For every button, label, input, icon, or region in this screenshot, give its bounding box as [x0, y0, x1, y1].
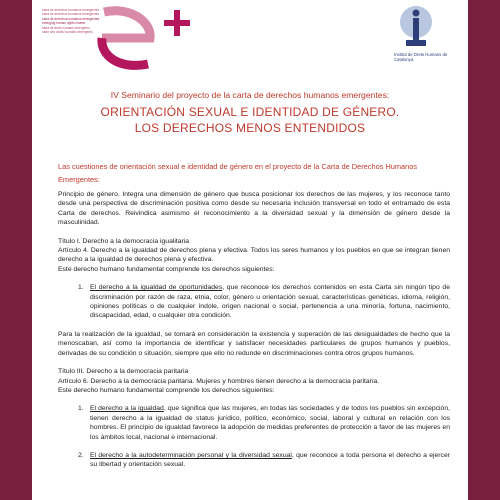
right-to-equality: El derecho a la igualdad — [90, 405, 164, 413]
article-6-intro: Este derecho humano fundamental comprende los derechos siguientes: — [58, 386, 275, 394]
list-number: 1. — [78, 405, 84, 413]
list-text — [90, 404, 450, 442]
list-item — [78, 404, 450, 442]
gender-principle: Principio de género. Integra una dimensión de género que busca posicionar los derechos de las mujeres, y los reconoce tanto desde una perspectiva de discriminación positiva como desde su necesaria inclusión transversal en todo el entramado de esta Carta de derechos. Reivindica asimismo el reconocimiento a la diversidad sexual y la dimensión de género desde la masculinidad. — [58, 191, 450, 227]
intro-heading: Las cuestiones de orientación sexual e identidad de género en el proyecto de la Carta de Derechos Humanos Emergentes: — [58, 162, 418, 184]
right-self-determination: El derecho a la autodeterminación personal y la diversidad sexual — [90, 451, 292, 459]
e-plus-logo-icon — [90, 4, 200, 74]
article-4-intro: Este derecho humano fundamental comprende los derechos siguientes: — [58, 265, 275, 273]
title-3-heading: Título III. Derecho a la democracia paritaria — [58, 368, 189, 376]
institute-logo — [376, 2, 458, 82]
article-4: Artículo 4. Derecho a la igualdad de derechos plena y efectiva. Todos los seres humanos y los pueblos en que se integran tienen derecho a la igualdad de derechos plena y efectiva. — [58, 247, 450, 264]
emerging-rights-logo — [40, 4, 200, 74]
article-6: Artículo 6. Derecho a la democracia paritaria. Mujeres y hombres tienen derecho a la democracia paritaria. — [58, 377, 380, 385]
logo-line: carta de derechos humanos emergentes — [42, 12, 100, 17]
list-text-rest: , que significa que las mujeres, en todas las sociedades y de todos los pueblos sin excepción, tienen derecho a la igualdad de status jurídico, político, económico, social, laboral y cultural en relación con los hombres. El principio de igualdad favorece la adopción de medidas preferentes de protección a favor de las mujeres en los ámbitos local, nacional e internacional. — [90, 405, 450, 441]
institute-emblem-icon — [396, 4, 436, 52]
logo-line: carta de derechos humanos emergentes — [42, 8, 100, 12]
logo-line: emerging human rights charter — [42, 21, 86, 26]
document-header — [32, 90, 468, 136]
list-item — [78, 283, 450, 321]
logo-line: carta de drets humans emergents — [42, 25, 90, 30]
list-number: 1. — [78, 284, 84, 292]
logo-line: carta de derechos humanos emergentes — [42, 16, 100, 21]
list-text — [90, 451, 450, 470]
list-text-rest: , que reconoce a toda persona el derecho a ejercer su libertad y orientación sexual. — [90, 451, 450, 469]
equality-paragraph: Para la realización de la igualdad, se tomará en consideración la existencia y superación de las desigualdades de hecho que la menoscaban, así como la importancia de identificar y satisfacer necesidades particulares de grupos humanos y pueblos, derivadas de su condición o situación, siempre que ello no redunde en discriminaciones contra otros grupos humanos. — [58, 330, 450, 357]
main-title-line1: ORIENTACIÓN SEXUAL E IDENTIDAD DE GÉNERO. — [100, 105, 400, 119]
list-number: 2. — [78, 451, 84, 459]
main-title-line2: LOS DERECHOS MENOS ENTENDIDOS — [134, 121, 366, 135]
logo-line: carte des droits humains émergents — [42, 30, 93, 35]
institute-name: Institut de Drets Humans de Catalunya — [394, 52, 448, 63]
list-text-rest: , que reconoce los derechos contenidos en esta Carta sin ningún tipo de discriminación por razón de raza, etnia, color, género u orientación sexual, características genéticas, idioma, religión, opiniones políticas o de cualquier índole, origen nacional o social, pertenencia a una minoría, fortuna, nacimiento, discapacidad, edad, o cualquier otra condición. — [90, 284, 450, 320]
document-body — [58, 190, 450, 470]
seminar-title: IV Seminario del proyecto de la carta de derechos humanos emergentes: — [110, 90, 390, 100]
right-equal-opportunities: El derecho a la igualdad de oportunidades — [90, 284, 223, 292]
list-item — [78, 451, 450, 470]
title-1-heading: Título I. Derecho a la democracia igualitaria — [58, 237, 190, 245]
document-page — [32, 0, 468, 500]
list-text — [90, 283, 450, 321]
